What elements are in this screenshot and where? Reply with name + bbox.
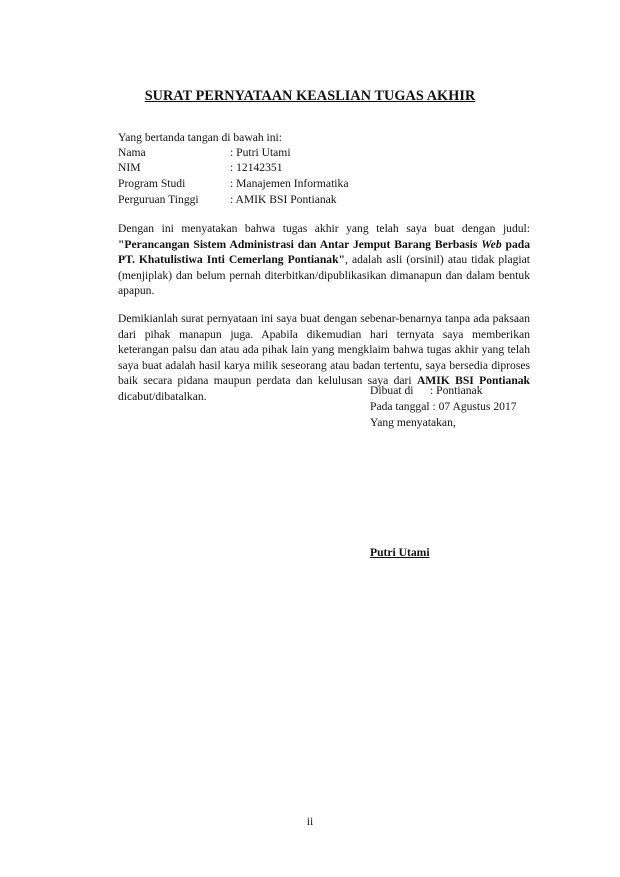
identity-value: : 12142351 <box>230 161 283 174</box>
identity-value: : Manajemen Informatika <box>230 177 349 190</box>
sign-place-value: : Pontianak <box>430 384 483 397</box>
signer-name: Putri Utami <box>370 546 430 559</box>
identity-label: Nama <box>118 146 146 159</box>
page-number: ii <box>306 815 314 828</box>
identity-row-program <box>118 177 538 193</box>
thesis-title-web: Web <box>481 237 502 251</box>
declaration-tail: dicabut/dibatalkan. <box>118 389 207 403</box>
declaration-text: Demikianlah surat pernyataan ini saya buat dengan sebenar-benarnya tanpa ada paksaan dari pihak manapun juga. Apabila dikemudian hari ternyata saya memberikan keterangan palsu dan atau ada pihak lain yang mengklaim bahwa tugas akhir yang telah saya buat adalah hasil karya milik seseorang atau badan tertentu, saya bersedia diproses baik secara pidana maupun perdata dan kelulusan saya dari <box>118 312 530 388</box>
identity-row-institution <box>118 193 538 209</box>
identity-label: Program Studi <box>118 177 186 190</box>
sign-closing: Yang menyatakan, <box>370 416 456 429</box>
sign-place <box>370 384 483 397</box>
sign-place-label: Dibuat di <box>370 384 414 397</box>
identity-label: Perguruan Tinggi <box>118 193 199 206</box>
sign-date <box>370 400 517 413</box>
statement-lead: Dengan ini menyatakan bahwa tugas akhir yang telah saya buat dengan judul: <box>118 222 530 235</box>
identity-value: : Putri Utami <box>230 146 291 159</box>
statement-tail: , adalah asli (orsinil) atau tidak plagiat (menjiplak) dan belum pernah diterbitkan/dipublikasikan dimanapun dan dalam bentuk apapun. <box>118 253 530 298</box>
sign-date-label: Pada tanggal <box>370 400 430 413</box>
document-title: SURAT PERNYATAAN KEASLIAN TUGAS AKHIR <box>144 88 476 104</box>
identity-row-nim <box>118 161 538 177</box>
intro-text: Yang bertanda tangan di bawah ini: <box>118 131 282 144</box>
sign-date-value: : 07 Agustus 2017 <box>432 400 517 413</box>
institution-name: AMIK BSI Pontianak <box>416 374 531 388</box>
identity-value: : AMIK BSI Pontianak <box>230 193 337 206</box>
identity-label: NIM <box>118 161 141 174</box>
statement-paragraph <box>118 221 530 299</box>
identity-row-name <box>118 146 538 162</box>
thesis-title: "Perancangan Sistem Administrasi dan Antar Jemput Barang Berbasis Web pada PT. Khatulistiwa Inti Cemerlang Pontianak" <box>118 237 530 267</box>
